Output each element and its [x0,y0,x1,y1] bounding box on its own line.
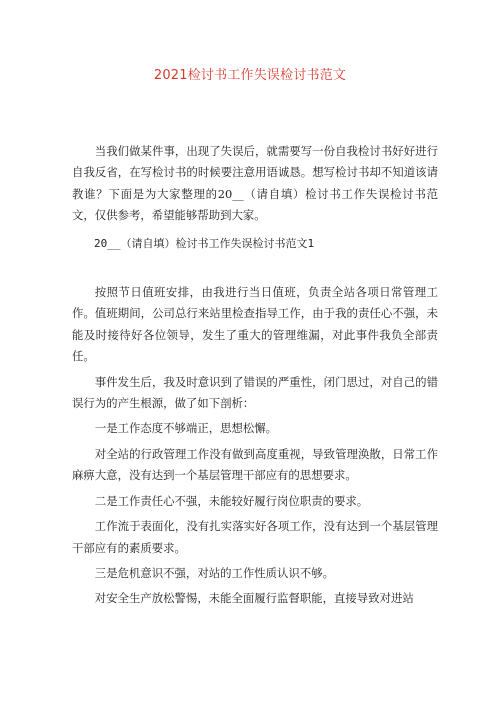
document-body [72,141,438,610]
intro-paragraph: 当我们做某件事，出现了失误后，就需要写一份自我检讨书好好进行自我反省，在写检讨书的时候要注意用语诚恳。想写检讨书却不知道该请教谁？下面是为大家整理的20__（请自填）检讨书工作失误检讨书范文，仅供参考，希望能够帮助到大家。 [72,144,438,223]
body-paragraph: 二是工作责任心不强，未能较好履行岗位职责的要求。 [94,493,369,508]
body-paragraph: 三是危机意识不强，对站的工作性质认识不够。 [94,565,335,580]
body-paragraph: 对安全生产放松警惕，未能全面履行监督职能，直接导致对进站 [94,591,414,606]
body-paragraph: 对全站的行政管理工作没有做到高度重视，导致管理涣散，日常工作麻痹大意，没有达到一个基层管理干部应有的思想要求。 [72,446,438,483]
document-title: 2021检讨书工作失误检讨书范文 [153,68,347,83]
body-paragraph: 工作流于表面化，没有扎实落实好各项工作，没有达到一个基层管理干部应有的素质要求。 [72,519,438,555]
body-paragraph: 事件发生后，我及时意识到了错误的严重性，闭门思过，对自己的错误行为的产生根源，做了如下剖析： [72,374,438,411]
body-paragraph: 按照节日值班安排，由我进行当日值班，负责全站各项日常管理工作。值班期间，公司总行来站里检查指导工作，由于我的责任心不强，未能及时接待好各位领导，发生了重大的管理维漏，对此事件我负全部责任。 [72,285,438,364]
section-heading: 20__（请自填）检讨书工作失误检讨书范文1 [94,236,315,250]
body-paragraph: 一是工作态度不够端正，思想松懈。 [94,421,278,436]
